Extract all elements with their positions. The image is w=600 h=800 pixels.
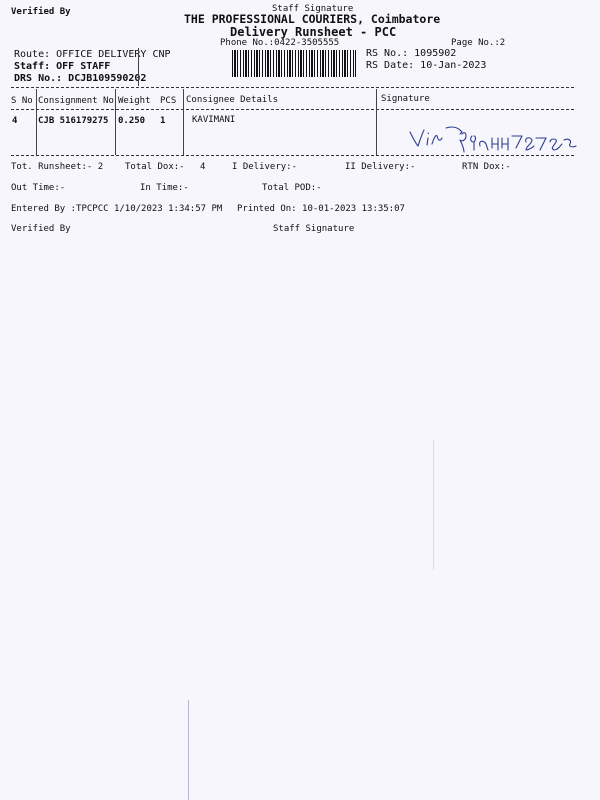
document-title: Delivery Runsheet - PCC <box>230 25 397 39</box>
in-time: In Time:- <box>140 183 189 193</box>
staff-signature-top: Staff Signature <box>272 4 354 14</box>
row-sno: 4 <box>12 116 18 126</box>
staff: Staff: OFF STAFF <box>14 61 111 72</box>
col-header-consignee: Consignee Details <box>186 95 279 105</box>
table-top-rule <box>11 87 574 88</box>
staff-signature: Staff Signature <box>273 224 355 234</box>
col-header-consignment: Consignment No <box>38 96 114 106</box>
col-divider <box>36 89 37 155</box>
table-bottom-rule <box>11 155 574 156</box>
col-divider <box>115 89 116 155</box>
ii-delivery: II Delivery:- <box>345 162 416 172</box>
col-header-signature: Signature <box>381 94 430 104</box>
row-consignee: KAVIMANI <box>192 115 236 125</box>
drs-number: DRS No.: DCJB109590202 <box>14 73 147 84</box>
rtn-dox: RTN Dox:- <box>462 162 511 172</box>
tot-runsheet: Tot. Runsheet:- 2 <box>11 162 104 172</box>
total-pod: Total POD:- <box>262 183 322 193</box>
printed-on: Printed On: 10-01-2023 13:35:07 <box>237 204 405 214</box>
page-number: Page No.:2 <box>451 38 506 48</box>
total-dox-label: Total Dox:- <box>125 162 185 172</box>
total-dox-value: 4 <box>200 162 206 172</box>
scan-line <box>188 700 189 800</box>
rs-number: RS No.: 1095902 <box>366 48 457 59</box>
verified-by: Verified By <box>11 224 71 234</box>
out-time: Out Time:- <box>11 183 66 193</box>
col-divider <box>183 89 184 155</box>
row-pcs: 1 <box>160 116 166 126</box>
row-consignment: CJB 516179275 <box>38 116 109 126</box>
entered-by: Entered By :TPCPCC 1/10/2023 1:34:57 PM <box>11 204 223 214</box>
col-header-weight: Weight <box>118 96 151 106</box>
scan-line <box>433 440 434 570</box>
company-name: THE PROFESSIONAL COURIERS, Coimbatore <box>184 12 441 26</box>
row-weight: 0.250 <box>118 116 146 126</box>
col-header-sno: S No <box>11 96 33 106</box>
col-divider <box>376 89 377 155</box>
info-divider <box>138 48 139 86</box>
i-delivery: I Delivery:- <box>232 162 298 172</box>
header-rule <box>11 109 574 110</box>
verified-by-top: Verified By <box>11 7 71 17</box>
rs-date: RS Date: 10-Jan-2023 <box>366 60 487 71</box>
col-header-pcs: PCS <box>160 96 177 106</box>
barcode-icon <box>232 50 356 77</box>
route: Route: OFFICE DELIVERY CNP <box>14 49 171 60</box>
phone-number: Phone No.:0422-3505555 <box>220 38 340 48</box>
